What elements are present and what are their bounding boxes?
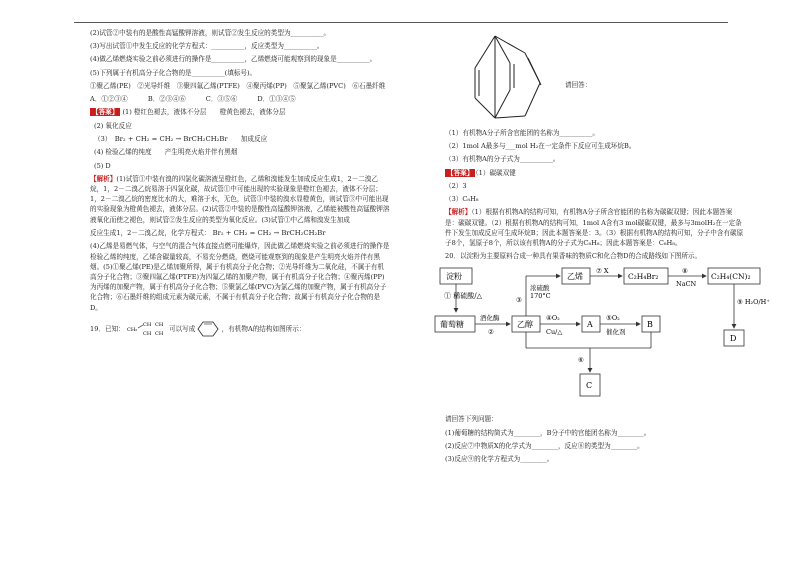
flow-step4: ④O₂ — [546, 314, 560, 323]
flow-step8a: ⑧ — [682, 267, 688, 276]
flow-step2a: 酒化酶 — [480, 314, 500, 323]
r-question-3: （3）有机物A的分子式为__________。 — [445, 155, 560, 164]
page-top-rule — [74, 22, 728, 23]
analysis-3-prefix: 反应生成1，2－二溴乙烷，化学方程式： — [90, 228, 211, 237]
r-question-1: （1）有机物A分子所含官能团的名称为__________。 — [445, 129, 600, 137]
answer-5: (5) D — [94, 161, 111, 170]
r-answer-2: （2）3 — [445, 181, 467, 190]
flow-dibromo: C₂H₄Br₂ — [628, 272, 659, 282]
answer-4: (4) 检验乙烯的纯度 产生明亮火焰并伴有黑烟 — [94, 148, 238, 157]
butadiene-structure — [127, 322, 167, 336]
flow-ethanol: 乙醇 — [517, 320, 533, 330]
please-answer: 请回答： — [565, 81, 592, 89]
flow-b: B — [647, 320, 653, 330]
answer-2: (2) 氧化反应 — [94, 121, 132, 130]
r-question-2: （2）1mol A最多与___mol H₂在一定条件下反应可生成环烷B。 — [445, 142, 636, 151]
r-analysis-tag: 【解析】 — [445, 208, 472, 217]
flow-step5: ⑤O₂ — [606, 314, 620, 323]
answer-tag: 【答案】 — [92, 108, 119, 117]
question-19-end: ，有机物A的结构如图所示： — [221, 324, 306, 333]
question-5-items: ①聚乙烯(PE) ②光导纤维 ③聚四氟乙烯(PTFE) ④聚丙烯(PP) ⑤聚氯乙烯(PVC) ⑥石墨纤维 — [90, 81, 386, 90]
question-19 — [90, 321, 390, 337]
flow-step6: ⑥ — [578, 356, 584, 365]
flow-ethylene: 乙烯 — [567, 272, 583, 282]
svg-text:CH: CH — [154, 330, 164, 337]
analysis-4: (4)乙烯是易燃气体，与空气的混合气体直接点燃可能爆炸，因此做乙烯燃烧实验之前必须进行的操作是检验乙烯的纯度，乙烯含碳量较高，不易充分燃烧，燃烧可能观察到的现象是产生明亮火焰并伴有黑烟。(5)①聚乙烯(PE)是乙烯加聚所得，属于有机高分子化合物；②光导纤维为二氧化硅，不属于有机高分子化合物；③聚四氟乙烯(PTFE)为四氟乙烯的加聚产物，属于有机高分子化合物；④聚丙烯(PP)为丙烯的加聚产物，属于有机高分子化合物；⑤聚氯乙烯(PVC)为氯乙烯的加聚产物，属于有机高分子化合物；⑥石墨纤维的组成元素为碳元素，不属于有机高分子化合物；故属于有机高分子化合物的是D。 — [90, 242, 390, 312]
answer-1: (1) 橙红色褪去，液体不分层 橙黄色褪去，液体分层 — [122, 108, 286, 117]
option-a: A．①②③④ — [90, 95, 128, 104]
svg-text:CH: CH — [142, 321, 152, 328]
flow-cyano: C₂H₄(CN)₂ — [711, 272, 751, 282]
r-analysis-text: （1）根据有机物A的结构可知，有机物A分子所含官能团的名称为碳碳双键；因此本题答案是：碳碳双键。（2）根据有机物A的结构可知，1mol A含有3 mol碳碳双键，最多与3molH₂在一定条件下发生加成反应可生成环烷B；因此本题答案是：3。（3）根据有机物A的结构可知，分子中含有碳原子8个，氢原子8个，所以该有机物A的分子式为C₈H₈；因此本题答案是：C₈H₈。 — [445, 208, 744, 247]
analysis-3-equation: Br₂ + CH₂ = CH₂ → BrCH₂CH₂Br — [212, 228, 326, 237]
options — [90, 94, 390, 104]
answer-line-1 — [90, 107, 390, 117]
question-4: (4)做乙烯燃烧实验之前必须进行的操作是__________，乙烯燃烧可能观察到的现象是__________。 — [90, 55, 377, 64]
flow-step9: ⑨ H₂O/H⁺ — [737, 298, 770, 307]
sub-question-2: (2)反应⑦中物质X的化学式为________，反应⑧的类型为________。 — [445, 441, 644, 450]
question-5: (5)下列属于有机高分子化合物的是__________(填标号)。 — [90, 68, 257, 77]
r-answer-tag-line — [445, 168, 745, 178]
left-column — [90, 28, 390, 340]
flow-step3: ③ — [516, 296, 522, 305]
question-20: 20．以淀粉为主要原料合成一种具有果香味的物质C和化合物D的合成路线如下图所示。 — [445, 252, 702, 261]
option-b: B．②③④⑥ — [147, 95, 186, 104]
sub-question-3: (3)反应⑨的化学方程式为________。 — [445, 455, 554, 464]
flow-step1: ① 稀硫酸/△ — [444, 292, 482, 301]
r-answer-3: （3）C₈H₈ — [445, 195, 479, 204]
r-answer-1: （1）碳碳双键 — [475, 168, 516, 177]
option-d: D．①③④⑤ — [257, 95, 296, 104]
flow-c: C — [586, 381, 593, 391]
r-answer-tag: 【答案】 — [447, 168, 474, 177]
analysis-tag: 【解析】 — [90, 174, 117, 183]
option-c: C．③⑤⑥ — [205, 95, 238, 104]
analysis-1-text: (1)试管①中装有溴的四氯化碳溶液呈橙红色，乙烯和溴能发生加成反应生成1，2－二溴乙烷，1，2－二溴乙烷易溶于四氯化碳，故试管①中可能出现的实验现象是橙红色褪去，液体不分层；1，2－二溴乙烷的密度比水的大，难溶于水，无色，试管③中装的溴水显橙黄色，则试管③中可能出现的实验现象为橙黄色褪去，液体分层。(2)试管②中装的是酸性高锰酸钾溶液，乙烯能被酸性高锰酸钾溶液氧化而使之褪色，则试管②发生反应的类型为氧化反应。(3)试管①中乙烯和溴发生加成 — [90, 174, 390, 224]
question-3: (3)写出试管①中发生反应的化学方程式：__________，反应类型为__________。 — [90, 42, 324, 51]
flow-glucose: 葡萄糖 — [440, 320, 464, 330]
flow-cat: 催化剂 — [606, 328, 626, 337]
flow-step8b: NaCN — [676, 280, 697, 289]
flow-a: A — [587, 320, 593, 330]
please-answer-2: 请回答下列问题： — [445, 415, 498, 424]
answer-3-type: 加成反应 — [240, 134, 268, 143]
answer-3: （3） Br₂ + CH₂ = CH₂ → BrCH₂CH₂Br 加成反应 — [94, 134, 268, 143]
cyclohexene-icon — [197, 321, 219, 337]
flow-temp: 170°C — [530, 292, 551, 301]
flow-step2b: ② — [488, 328, 494, 337]
r-analysis — [445, 207, 745, 248]
flow-conc: 浓硫酸 — [530, 284, 550, 293]
molecule-a-structure — [455, 28, 565, 128]
svg-text:CH: CH — [142, 330, 152, 337]
synthesis-flowchart — [430, 264, 770, 414]
svg-text:CH₂: CH₂ — [126, 326, 138, 333]
right-column — [440, 28, 770, 467]
analysis-3-line — [90, 228, 390, 239]
svg-text:CH: CH — [154, 321, 164, 328]
question-2: (2)试管②中装有的是酸性高锰酸钾溶液，则试管②发生反应的类型为__________。 — [90, 29, 331, 37]
flow-cu: Cu/△ — [546, 328, 563, 337]
question-19-tail: 可以写成 — [168, 324, 196, 333]
analysis-1 — [90, 174, 390, 225]
flow-step7: ⑦ X — [596, 267, 609, 276]
sub-question-1: (1)葡萄糖的结构简式为________，B分子中的官能团名称为________。 — [445, 428, 651, 437]
flow-d: D — [730, 334, 737, 344]
question-19-number: 19．已知： — [90, 324, 125, 333]
flow-starch: 淀粉 — [446, 272, 462, 282]
answer-3-equation: Br₂ + CH₂ = CH₂ → BrCH₂CH₂Br — [114, 134, 228, 143]
